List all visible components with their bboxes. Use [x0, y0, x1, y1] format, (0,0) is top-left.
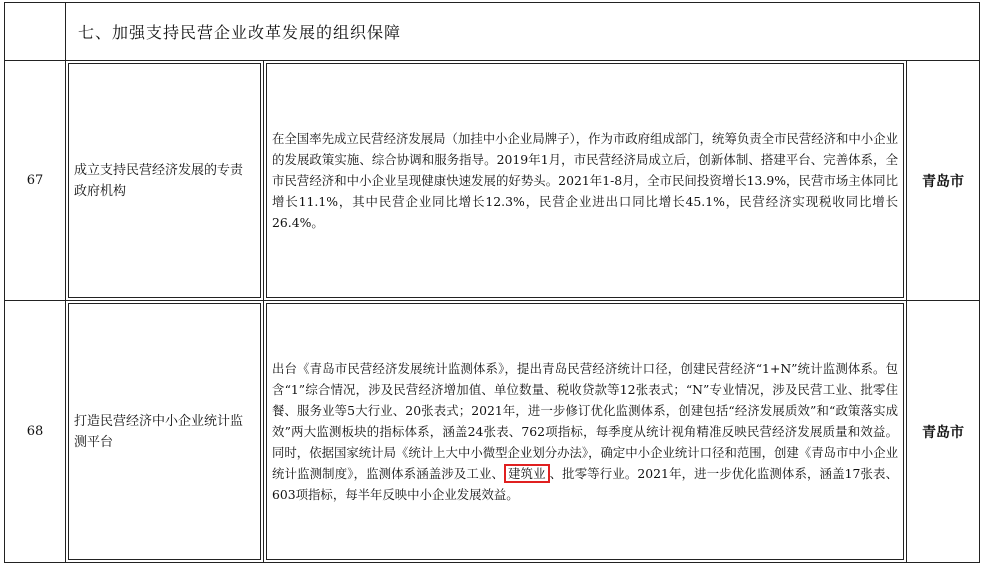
- item-description: 在全国率先成立民营经济发展局（加挂中小企业局牌子），作为市政府组成部门，统筹负责全市民营经济和中小企业的发展政策实施、综合协调和服务指导。2019年1月，市民营经济局成立后，创新体制、搭建平台、完善体系，全市民营经济和中小企业呈现健康快速发展的好势头。2021年1-8月，全市民间投资增长13.9%，民营市场主体同比增长11.1%，其中民营企业同比增长12.3%，民营企业进出口同比增长45.1%，民营经济实现税收同比增长26.4%。: [264, 61, 907, 301]
- item-name: 成立支持民营经济发展的专责政府机构: [66, 61, 264, 301]
- section-title: 七、加强支持民营企业改革发展的组织保障: [66, 3, 980, 61]
- row-number: 68: [5, 301, 66, 563]
- table-row: [5, 61, 980, 301]
- table-row: [5, 301, 980, 563]
- row-number: 67: [5, 61, 66, 301]
- city-name: 青岛市: [907, 301, 980, 563]
- policy-table: [4, 2, 980, 563]
- description-text: 、批零等行业。2021年，进一步优化监测体系，涵盖17张表、603项指标，每半年反映中小企业发展效益。: [272, 466, 898, 502]
- item-description: [264, 301, 907, 563]
- description-text: 出台《青岛市民营经济发展统计监测体系》，提出青岛民营经济统计口径，创建民营经济“1+N”统计监测体系。包含“1”综合情况，涉及民营经济增加值、单位数量、税收贷款等12张表式；“N”专业情况，涉及民营工业、批零住餐、服务业等5大行业、20张表式；2021年，进一步修订优化监测体系，创建包括“经济发展质效”和“政策落实成效”两大监测板块的指标体系，涵盖24张表、762项指标，每季度从统计视角精准反映民营经济发展质量和效益。同时，依据国家统计局《统计上大中小微型企业划分办法》，确定中小企业统计口径和范围，创建《青岛市中小企业统计监测制度》，监测体系涵盖涉及工业、: [272, 361, 898, 481]
- section-header-row: [5, 3, 980, 61]
- item-name: 打造民营经济中小企业统计监测平台: [66, 301, 264, 563]
- empty-number-cell: [5, 3, 66, 61]
- city-name: 青岛市: [907, 61, 980, 301]
- highlighted-term: 建筑业: [504, 464, 550, 483]
